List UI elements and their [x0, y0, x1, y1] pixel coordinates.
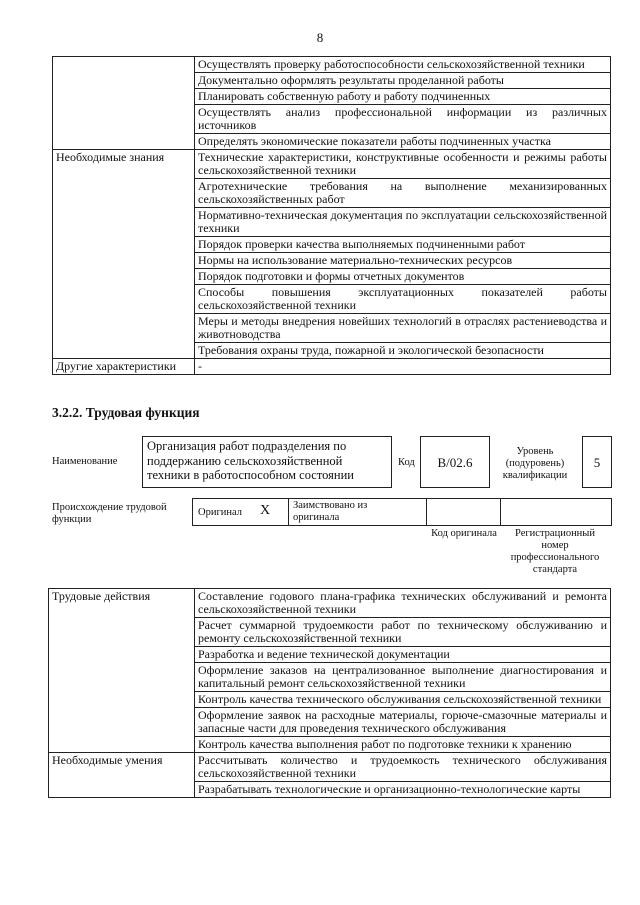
- row-text: Определять экономические показатели работы подчиненных участка: [195, 134, 611, 150]
- borrowed-label: Заимствовано из оригинала: [293, 500, 368, 523]
- level-label: Уровень (подуровень) квалификации: [502, 446, 568, 481]
- page-number: 8: [316, 30, 324, 45]
- row-text: Оформление заказов на централизованное выполнение диагностирования и капитальный ремонт сельскохозяйственной техники: [195, 663, 611, 692]
- origin-label: Происхождение трудовой функции: [52, 502, 167, 525]
- table-row: [53, 150, 611, 179]
- name-label: Наименование: [52, 456, 118, 467]
- row-text: Разработка и ведение технической документации: [195, 647, 611, 663]
- original-mark: X: [260, 503, 271, 518]
- row-text: Контроль качества технического обслуживания сельскохозяйственной техники: [195, 692, 611, 708]
- knowledge-table: [52, 56, 611, 375]
- table-row: [49, 753, 611, 782]
- row-text: Контроль качества выполнения работ по подготовке техники к хранению: [195, 737, 611, 753]
- row-text: Порядок подготовки и формы отчетных документов: [195, 269, 611, 285]
- row-text: Осуществлять проверку работоспособности сельскохозяйственной техники: [195, 57, 611, 73]
- row-text: Порядок проверки качества выполняемых подчиненными работ: [195, 237, 611, 253]
- row-text: Способы повышения эксплуатационных показателей работы сельскохозяйственной техники: [195, 285, 611, 314]
- row-label: [53, 57, 195, 150]
- row-text: Технические характеристики, конструктивные особенности и режимы работы сельскохозяйственной техники: [195, 150, 611, 179]
- code-label: Код: [398, 457, 415, 468]
- code-caption: Код оригинала: [431, 528, 497, 539]
- row-text: Нормативно-техническая документация по эксплуатации сельскохозяйственной техники: [195, 208, 611, 237]
- code-box: [420, 436, 490, 488]
- row-label: Другие характеристики: [53, 359, 195, 375]
- level-box: [582, 436, 612, 488]
- row-text: Требования охраны труда, пожарной и экологической безопасности: [195, 343, 611, 359]
- row-text: Документально оформлять результаты проделанной работы: [195, 73, 611, 89]
- name-value: Организация работ подразделения по поддержанию сельскохозяйственной техники в работоспособном состоянии: [147, 439, 354, 482]
- name-box: [142, 436, 392, 488]
- code-value: B/02.6: [437, 455, 473, 470]
- divider: [288, 498, 289, 525]
- row-text: Планировать собственную работу и работу подчиненных: [195, 89, 611, 105]
- section-title: 3.2.2. Трудовая функция: [52, 405, 200, 420]
- row-text: Рассчитывать количество и трудоемкость технического обслуживания сельскохозяйственной техники: [195, 753, 611, 782]
- table-row: [53, 57, 611, 73]
- row-text: Меры и методы внедрения новейших технологий в отраслях растениеводства и животноводства: [195, 314, 611, 343]
- row-text: Разрабатывать технологические и организационно-технологические карты: [195, 782, 611, 798]
- row-text: Агротехнические требования на выполнение механизированных сельскохозяйственных работ: [195, 179, 611, 208]
- row-text: Расчет суммарной трудоемкости работ по техническому обслуживанию и ремонту сельскохозяйственной техники: [195, 618, 611, 647]
- level-value: 5: [593, 455, 601, 470]
- original-label: Оригинал: [198, 507, 242, 518]
- row-label: Необходимые умения: [49, 753, 195, 798]
- row-text: -: [195, 359, 611, 375]
- row-text: Осуществлять анализ профессиональной информации из различных источников: [195, 105, 611, 134]
- row-text: Нормы на использование материально-технических ресурсов: [195, 253, 611, 269]
- row-text: Оформление заявок на расходные материалы, горюче-смазочные материалы и запасные части для проведения технического обслуживания: [195, 708, 611, 737]
- divider: [500, 498, 501, 525]
- actions-table: [48, 588, 611, 798]
- row-text: Составление годового плана-графика технических обслуживаний и ремонта сельскохозяйственной техники: [195, 589, 611, 618]
- row-label: Трудовые действия: [49, 589, 195, 753]
- row-label: Необходимые знания: [53, 150, 195, 359]
- reg-caption: Регистрационный номер профессионального стандарта: [510, 528, 600, 575]
- divider: [426, 498, 427, 525]
- table-row: [49, 589, 611, 618]
- table-row: [53, 359, 611, 375]
